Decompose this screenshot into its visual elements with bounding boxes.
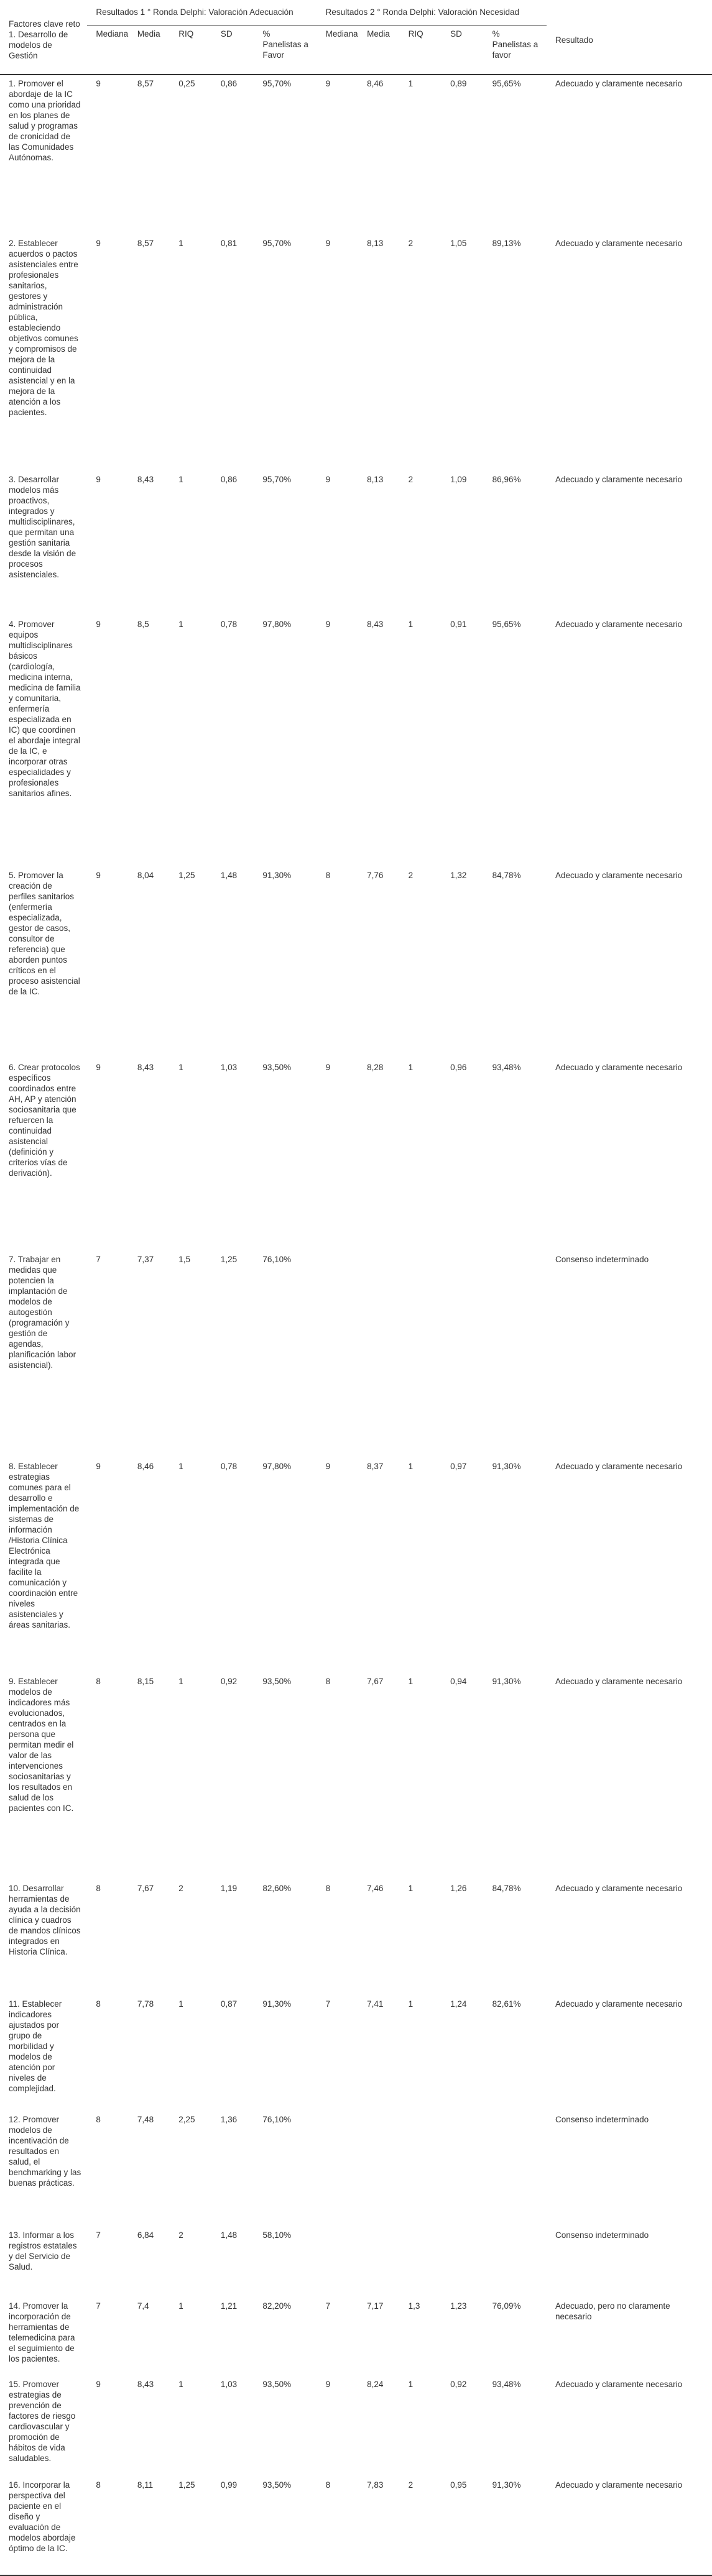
adecuacion-pct-favor-cell: 76,10%: [262, 1255, 292, 1264]
adecuacion-riq-cell: 1: [178, 1462, 183, 1471]
necesidad-sd-cell: [442, 1251, 484, 1458]
necesidad-mediana-cell: 8: [325, 871, 331, 880]
necesidad-sd-cell: 1,32: [450, 871, 467, 880]
necesidad-pct-favor-cell: 76,09%: [492, 2301, 521, 2311]
result-cell: Adecuado y claramente necesario: [555, 79, 683, 88]
necesidad-sd-cell: 0,96: [450, 1063, 467, 1072]
header-row-groups: [0, 0, 712, 25]
adecuacion-sd-cell: 1,03: [220, 1063, 238, 1072]
adecuacion-mediana-cell: 9: [96, 239, 101, 248]
adecuacion-riq-cell: 1: [178, 1063, 183, 1072]
necesidad-pct-favor-cell: 93,48%: [492, 2380, 521, 2389]
necesidad-pct-favor-cell: [484, 2227, 547, 2298]
column-header: RIQ: [400, 25, 442, 75]
necesidad-pct-favor-cell: 91,30%: [492, 1677, 521, 1686]
necesidad-sd-cell: 1,24: [450, 1999, 467, 2009]
adecuacion-riq-cell: 1: [178, 475, 183, 484]
result-cell: Adecuado y claramente necesario: [555, 1884, 683, 1893]
column-header: SD: [442, 25, 484, 75]
necesidad-media-cell: 7,46: [367, 1884, 384, 1893]
column-header: Mediana: [317, 25, 358, 75]
adecuacion-media-cell: 8,46: [137, 1462, 154, 1471]
factor-cell: 16. Incorporar la perspectiva del paciente en el diseño y evaluación de modelos abordaje óptimo de la IC.: [0, 2477, 87, 2575]
adecuacion-mediana-cell: 7: [96, 1255, 101, 1264]
factor-cell: 2. Establecer acuerdos o pactos asistenciales entre profesionales sanitarios, gestores y administración pública, estableciendo objetivos comunes y compromisos de mejora de la continuidad asistencial y en la mejora de la atención a los pacientes.: [9, 239, 78, 417]
necesidad-pct-favor-cell: 82,61%: [492, 1999, 521, 2009]
table-row: [0, 471, 712, 616]
result-cell: Adecuado y claramente necesario: [555, 1462, 683, 1471]
table-row: [0, 1251, 712, 1458]
necesidad-sd-cell: [442, 2111, 484, 2227]
necesidad-media-cell: 8,46: [367, 79, 384, 88]
result-cell: Adecuado y claramente necesario: [555, 871, 683, 880]
necesidad-pct-favor-cell: 95,65%: [492, 620, 521, 629]
adecuacion-media-cell: 8,04: [137, 871, 154, 880]
adecuacion-mediana-cell: 9: [96, 2380, 101, 2389]
factor-cell: 6. Crear protocolos específicos coordinados entre AH, AP y atención sociosanitaria que refuercen la continuidad asistencial (definición y criterios vías de derivación).: [9, 1063, 80, 1178]
table-row: [0, 235, 712, 471]
necesidad-sd-cell: 0,95: [442, 2477, 484, 2575]
column-header: Mediana: [87, 25, 128, 75]
necesidad-media-cell: 8,37: [367, 1462, 384, 1471]
necesidad-mediana-cell: 9: [325, 1462, 331, 1471]
factor-cell: 14. Promover la incorporación de herramientas de telemedicina para el seguimiento de los pacientes.: [9, 2301, 75, 2363]
adecuacion-riq-cell: 2,25: [178, 2115, 195, 2124]
adecuacion-media-cell: 8,11: [129, 2477, 170, 2575]
adecuacion-media-cell: 6,84: [137, 2230, 154, 2240]
result-cell: Adecuado y claramente necesario: [555, 1677, 683, 1686]
adecuacion-riq-cell: 1: [178, 2301, 183, 2311]
table-row: [0, 2227, 712, 2298]
necesidad-pct-favor-cell: 84,78%: [492, 871, 521, 880]
column-header: Media: [358, 25, 399, 75]
adecuacion-media-cell: 7,78: [137, 1999, 154, 2009]
factor-cell: 8. Establecer estrategias comunes para el desarrollo e implementación de sistemas de información /Historia Clínica Electrónica integrada que facilite la comunicación y coordinación entre niveles asistenciales y áreas sanitarias.: [9, 1462, 80, 1629]
necesidad-mediana-cell: 8: [325, 1884, 331, 1893]
necesidad-pct-favor-cell: 93,48%: [492, 1063, 521, 1072]
adecuacion-mediana-cell: 8: [87, 2477, 128, 2575]
adecuacion-mediana-cell: 7: [96, 2230, 101, 2240]
necesidad-media-cell: 8,43: [367, 620, 384, 629]
necesidad-riq-cell: 1: [408, 1462, 414, 1471]
adecuacion-media-cell: 7,4: [137, 2301, 149, 2311]
adecuacion-media-cell: 8,43: [137, 475, 154, 484]
table-row: [0, 2477, 712, 2575]
adecuacion-riq-cell: 1: [178, 1677, 183, 1686]
necesidad-sd-cell: 0,89: [450, 79, 467, 88]
result-cell: Consenso indeterminado: [555, 2115, 649, 2124]
adecuacion-pct-favor-cell: 91,30%: [262, 871, 292, 880]
necesidad-media-cell: 7,67: [367, 1677, 384, 1686]
adecuacion-sd-cell: 1,25: [220, 1255, 238, 1264]
table-row: [0, 75, 712, 235]
table-body: [0, 75, 712, 2575]
factor-cell: 3. Desarrollar modelos más proactivos, integrados y multidisciplinares, que permitan una gestión sanitaria desde la visión de procesos asistenciales.: [9, 475, 76, 579]
factor-cell: 15. Promover estrategias de prevención de factores de riesgo cardiovascular y promoción de hábitos de vida saludables.: [9, 2380, 76, 2463]
necesidad-pct-favor-cell: 84,78%: [492, 1884, 521, 1893]
adecuacion-media-cell: 8,57: [137, 239, 154, 248]
adecuacion-mediana-cell: 9: [96, 1063, 101, 1072]
column-header: Media: [129, 25, 170, 75]
adecuacion-pct-favor-cell: 91,30%: [262, 1999, 292, 2009]
result-cell: Adecuado y claramente necesario: [555, 239, 683, 248]
factor-cell: 5. Promover la creación de perfiles sanitarios (enfermería especializada, gestor de casos, consultor de referencia) que aborden puntos críticos en el proceso asistencial de la IC.: [9, 871, 80, 996]
necesidad-sd-cell: [442, 2227, 484, 2298]
adecuacion-riq-cell: 1: [178, 239, 183, 248]
necesidad-pct-favor-cell: 91,30%: [484, 2477, 547, 2575]
necesidad-riq-cell: 2: [400, 2477, 442, 2575]
adecuacion-media-cell: 8,43: [137, 2380, 154, 2389]
necesidad-media-cell: 8,13: [367, 475, 384, 484]
adecuacion-sd-cell: 1,03: [220, 2380, 238, 2389]
adecuacion-sd-cell: 0,92: [220, 1677, 238, 1686]
factor-cell: 12. Promover modelos de incentivación de resultados en salud, el benchmarking y las buenas prácticas.: [9, 2115, 81, 2188]
necesidad-media-cell: 7,76: [367, 871, 384, 880]
adecuacion-mediana-cell: 8: [96, 1677, 101, 1686]
result-cell: Adecuado, pero no claramente necesario: [555, 2301, 670, 2321]
result-cell: Consenso indeterminado: [555, 1255, 649, 1264]
necesidad-media-cell: [358, 2111, 399, 2227]
adecuacion-sd-cell: 0,86: [220, 475, 238, 484]
table-row: [0, 2298, 712, 2376]
adecuacion-pct-favor-cell: 93,50%: [262, 2380, 292, 2389]
necesidad-riq-cell: 1: [408, 2380, 414, 2389]
adecuacion-sd-cell: 0,81: [220, 239, 238, 248]
necesidad-riq-cell: 1: [408, 1999, 414, 2009]
adecuacion-sd-cell: 0,99: [212, 2477, 254, 2575]
necesidad-pct-favor-cell: 86,96%: [492, 475, 521, 484]
result-cell: Adecuado y claramente necesario: [555, 1999, 683, 2009]
necesidad-pct-favor-cell: 95,65%: [492, 79, 521, 88]
necesidad-riq-cell: 1: [408, 1063, 414, 1072]
adecuacion-media-cell: 7,67: [137, 1884, 154, 1893]
adecuacion-riq-cell: 2: [178, 1884, 183, 1893]
necesidad-pct-favor-cell: [484, 2111, 547, 2227]
result-cell: Adecuado y claramente necesario: [555, 620, 683, 629]
factor-cell: 11. Establecer indicadores ajustados por grupo de morbilidad y modelos de atención por niveles de complejidad.: [9, 1999, 62, 2093]
adecuacion-media-cell: 8,5: [137, 620, 149, 629]
necesidad-sd-cell: 1,26: [450, 1884, 467, 1893]
necesidad-riq-cell: 1: [408, 79, 414, 88]
necesidad-mediana-cell: 7: [325, 1999, 331, 2009]
adecuacion-pct-favor-cell: 93,50%: [262, 1677, 292, 1686]
adecuacion-sd-cell: 1,48: [220, 871, 238, 880]
necesidad-riq-cell: 2: [408, 239, 414, 248]
necesidad-riq-cell: 1: [408, 1884, 414, 1893]
necesidad-mediana-cell: 8: [325, 1677, 331, 1686]
adecuacion-sd-cell: 1,36: [220, 2115, 238, 2124]
necesidad-mediana-cell: [317, 2111, 358, 2227]
adecuacion-media-cell: 7,48: [137, 2115, 154, 2124]
adecuacion-mediana-cell: 9: [96, 79, 101, 88]
adecuacion-sd-cell: 0,78: [220, 1462, 238, 1471]
necesidad-riq-cell: 1,3: [408, 2301, 420, 2311]
adecuacion-pct-favor-cell: 93,50%: [254, 2477, 317, 2575]
necesidad-sd-cell: 0,94: [450, 1677, 467, 1686]
adecuacion-pct-favor-cell: 76,10%: [262, 2115, 292, 2124]
factor-cell: 13. Informar a los registros estatales y del Servicio de Salud.: [9, 2230, 77, 2271]
necesidad-riq-cell: [400, 1251, 442, 1458]
table-row: [0, 867, 712, 1059]
adecuacion-mediana-cell: 9: [96, 620, 101, 629]
factor-cell: 4. Promover equipos multidisciplinares básicos (cardiología, medicina interna, medicina de familia y comunitaria, enfermería especializada en IC) que coordinen el abordaje integral de la IC, e incorporar otras especialidades y profesionales sanitarios afines.: [9, 620, 81, 798]
factor-cell: 7. Trabajar en medidas que potencien la implantación de modelos de autogestión (programación y gestión de agendas, planificación labor asistencial).: [9, 1255, 76, 1370]
adecuacion-riq-cell: 1: [178, 620, 183, 629]
factor-cell: 1. Promover el abordaje de la IC como una prioridad en los planes de salud y programas de cronicidad de las Comunidades Autónomas.: [9, 79, 81, 162]
adecuacion-media-cell: 8,57: [137, 79, 154, 88]
necesidad-mediana-cell: 9: [325, 2380, 331, 2389]
table-row: [0, 2111, 712, 2227]
result-header: Resultado: [547, 0, 712, 75]
table-row: [0, 1880, 712, 1996]
adecuacion-mediana-cell: 9: [96, 475, 101, 484]
adecuacion-riq-cell: 1,5: [178, 1255, 191, 1264]
adecuacion-mediana-cell: 9: [96, 871, 101, 880]
column-header: % Panelistas a favor: [484, 25, 547, 75]
necesidad-media-cell: 7,83: [358, 2477, 399, 2575]
adecuacion-mediana-cell: 8: [96, 1884, 101, 1893]
adecuacion-pct-favor-cell: 97,80%: [262, 620, 292, 629]
necesidad-sd-cell: 0,91: [450, 620, 467, 629]
adecuacion-pct-favor-cell: 93,50%: [262, 1063, 292, 1072]
adecuacion-pct-favor-cell: 95,70%: [262, 79, 292, 88]
adecuacion-pct-favor-cell: 95,70%: [262, 475, 292, 484]
necesidad-mediana-cell: 8: [317, 2477, 358, 2575]
necesidad-riq-cell: 2: [408, 871, 414, 880]
adecuacion-media-cell: 7,37: [137, 1255, 154, 1264]
necesidad-riq-cell: 1: [408, 1677, 414, 1686]
adecuacion-pct-favor-cell: 82,60%: [262, 1884, 292, 1893]
necesidad-mediana-cell: 7: [325, 2301, 331, 2311]
necesidad-media-cell: 8,13: [367, 239, 384, 248]
adecuacion-riq-cell: 1,25: [178, 871, 195, 880]
column-header: % Panelistas a Favor: [254, 25, 317, 75]
necesidad-media-cell: 8,24: [367, 2380, 384, 2389]
necesidad-pct-favor-cell: [484, 1251, 547, 1458]
necesidad-sd-cell: 1,23: [450, 2301, 467, 2311]
adecuacion-pct-favor-cell: 82,20%: [262, 2301, 292, 2311]
adecuacion-riq-cell: 1: [178, 1999, 183, 2009]
table-row: [0, 2376, 712, 2477]
necesidad-sd-cell: 0,97: [450, 1462, 467, 1471]
factor-cell: 10. Desarrollar herramientas de ayuda a la decisión clínica y cuadros de mandos clínicos integrados en Historia Clínica.: [9, 1884, 81, 1956]
adecuacion-mediana-cell: 8: [96, 1999, 101, 2009]
adecuacion-media-cell: 8,15: [137, 1677, 154, 1686]
necesidad-pct-favor-cell: 91,30%: [492, 1462, 521, 1471]
necesidad-sd-cell: 1,05: [450, 239, 467, 248]
adecuacion-pct-favor-cell: 97,80%: [262, 1462, 292, 1471]
adecuacion-riq-cell: 1: [178, 2380, 183, 2389]
adecuacion-sd-cell: 1,19: [220, 1884, 238, 1893]
adecuacion-mediana-cell: 8: [96, 2115, 101, 2124]
necesidad-mediana-cell: 9: [325, 79, 331, 88]
adecuacion-pct-favor-cell: 58,10%: [262, 2230, 292, 2240]
table-row: [0, 616, 712, 867]
necesidad-mediana-cell: [317, 2227, 358, 2298]
adecuacion-riq-cell: 2: [178, 2230, 183, 2240]
factor-cell: 9. Establecer modelos de indicadores más evolucionados, centrados en la persona que permitan medir el valor de las intervenciones sociosanitarias y los resultados en salud de los pacientes con IC.: [9, 1677, 74, 1813]
table-row: [0, 1059, 712, 1251]
necesidad-media-cell: [358, 1251, 399, 1458]
necesidad-mediana-cell: 9: [325, 475, 331, 484]
group-header-adecuacion: Resultados 1 ° Ronda Delphi: Valoración Adecuación: [87, 0, 317, 25]
necesidad-riq-cell: 2: [408, 475, 414, 484]
adecuacion-sd-cell: 1,48: [220, 2230, 238, 2240]
result-cell: Adecuado y claramente necesario: [555, 475, 683, 484]
adecuacion-sd-cell: 0,87: [220, 1999, 238, 2009]
adecuacion-mediana-cell: 7: [96, 2301, 101, 2311]
adecuacion-riq-cell: 0,25: [178, 79, 195, 88]
necesidad-mediana-cell: 9: [325, 1063, 331, 1072]
necesidad-mediana-cell: [317, 1251, 358, 1458]
necesidad-sd-cell: 1,09: [450, 475, 467, 484]
result-cell: Adecuado y claramente necesario: [555, 1063, 683, 1072]
necesidad-media-cell: [358, 2227, 399, 2298]
table-row: [0, 1458, 712, 1673]
adecuacion-sd-cell: 0,78: [220, 620, 238, 629]
necesidad-mediana-cell: 9: [325, 620, 331, 629]
table-row: [0, 1673, 712, 1880]
necesidad-mediana-cell: 9: [325, 239, 331, 248]
result-cell: Consenso indeterminado: [555, 2230, 649, 2240]
necesidad-media-cell: 8,28: [367, 1063, 384, 1072]
adecuacion-riq-cell: 1,25: [170, 2477, 212, 2575]
necesidad-media-cell: 7,17: [367, 2301, 384, 2311]
table-row: [0, 1996, 712, 2111]
adecuacion-pct-favor-cell: 95,70%: [262, 239, 292, 248]
corner-header: Factores clave reto 1. Desarrollo de modelos de Gestión: [0, 0, 87, 75]
necesidad-media-cell: 7,41: [367, 1999, 384, 2009]
necesidad-riq-cell: [400, 2111, 442, 2227]
adecuacion-media-cell: 8,43: [137, 1063, 154, 1072]
necesidad-riq-cell: 1: [408, 620, 414, 629]
group-header-necesidad: Resultados 2 ° Ronda Delphi: Valoración Necesidad: [317, 0, 547, 25]
result-cell: Adecuado y claramente necesario: [555, 2380, 683, 2389]
adecuacion-sd-cell: 1,21: [220, 2301, 238, 2311]
result-cell: Adecuado y claramente necesario: [547, 2477, 712, 2575]
adecuacion-mediana-cell: 9: [96, 1462, 101, 1471]
column-header: RIQ: [170, 25, 212, 75]
column-header: SD: [212, 25, 254, 75]
necesidad-riq-cell: [400, 2227, 442, 2298]
necesidad-pct-favor-cell: 89,13%: [492, 239, 521, 248]
adecuacion-sd-cell: 0,86: [220, 79, 238, 88]
necesidad-sd-cell: 0,92: [450, 2380, 467, 2389]
